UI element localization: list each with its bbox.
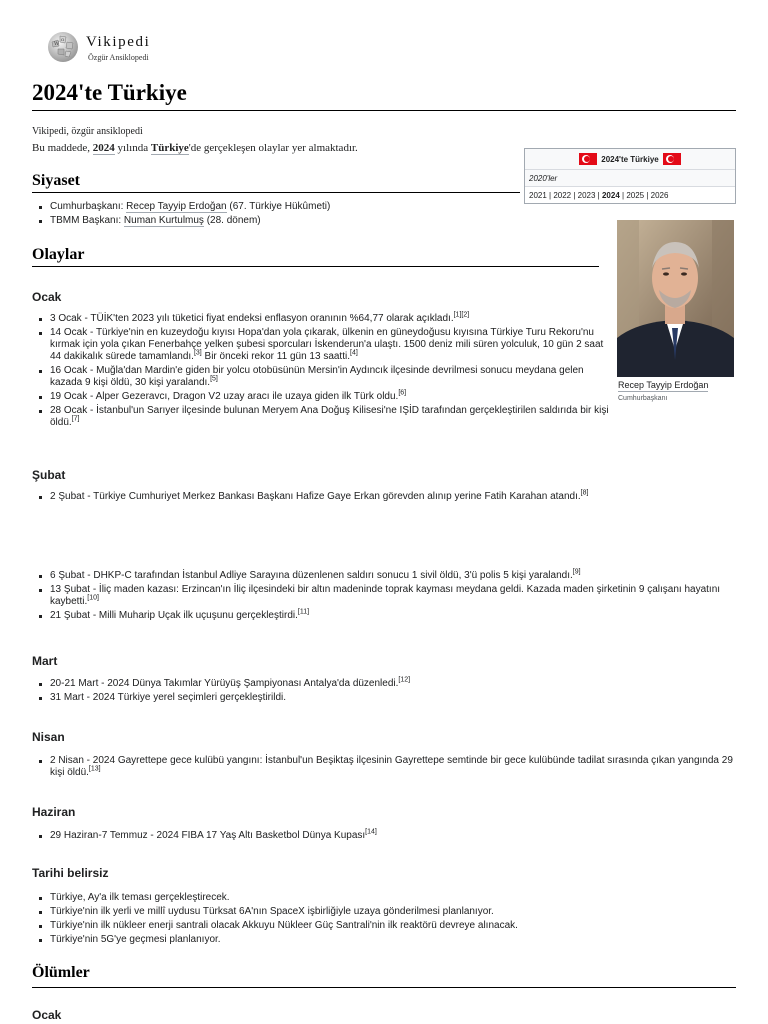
navbox-years-row: 2021 | 2022 | 2023 | 2024 | 2025 | 2026 [525, 186, 735, 203]
list-item[interactable]: 28 Ocak - İstanbul'un Sarıyer ilçesinde bulunan Meryem Ana Doğuş Kilisesi'ne IŞİD tarafından gerçekleştirilen saldırıda bir kişi öldü.[7] [32, 405, 610, 429]
list-item[interactable]: 21 Şubat - Milli Muharip Uçak ilk uçuşunu gerçekleştirdi.[11] [32, 610, 736, 622]
list-item: TBMM Başkanı: Numan Kurtulmuş (28. dönem) [32, 215, 512, 227]
year-link-2026[interactable]: 2026 [650, 190, 669, 200]
navbox-decade[interactable]: 2020'ler [529, 173, 558, 183]
year-link-2023[interactable]: 2023 [577, 190, 596, 200]
logo-wordmark: Vikipedi [86, 34, 151, 50]
siyaset-divider [32, 192, 520, 193]
wikipedia-globe-icon [46, 30, 80, 64]
wikipedia-logo[interactable] [46, 30, 166, 66]
turkish-flag-icon [663, 153, 681, 165]
list-item[interactable]: 29 Haziran-7 Temmuz - 2024 FIBA 17 Yaş Altı Basketbol Dünya Kupası[14] [32, 830, 736, 842]
mart-events-list [32, 678, 736, 706]
year-link-2021[interactable]: 2021 [529, 190, 547, 200]
section-heading-siyaset: Siyaset [32, 172, 80, 189]
list-item[interactable]: Türkiye, Ay'a ilk teması gerçekleştirecek. [32, 892, 736, 904]
olumler-divider [32, 987, 736, 988]
list-item[interactable]: Türkiye'nin ilk yerli ve millî uydusu Türksat 6A'nın SpaceX işbirliğiyle uzaya gönderilmesi planlanıyor. [32, 906, 736, 918]
navbox-header [525, 149, 735, 169]
site-tagline: Vikipedi, özgür ansiklopedi [32, 126, 143, 137]
link-kurtulmus[interactable]: Numan Kurtulmuş [123, 215, 204, 226]
list-item[interactable]: 2 Nisan - 2024 Gayrettepe gece kulübü yangını: İstanbul'un Beşiktaş ilçesinin Gayrettepe semtinde bir gece kulübünde tadilat sırasında çıkan yangında 29 kişi öldü.[13] [32, 755, 736, 779]
subheading-haziran: Haziran [32, 805, 76, 819]
year-current-2024: 2024 [601, 190, 620, 200]
subheading-tarihi-belirsiz: Tarihi belirsiz [32, 866, 109, 880]
haziran-events-list [32, 830, 736, 844]
list-item[interactable]: 19 Ocak - Alper Gezeravcı, Dragon V2 uzay aracı ile uzaya giden ilk Türk oldu.[6] [32, 391, 610, 403]
navbox-decade-row [525, 169, 735, 186]
ocak-events-list [32, 313, 610, 431]
navbox-title: 2024'te Türkiye [601, 154, 659, 164]
list-item[interactable]: 13 Şubat - İliç maden kazası: Erzincan'ın İliç ilçesindeki bir altın madeninde toprak kayması meydana geldi. Kazada maden şirketinin 9 çalışanı hayatını kaybetti.[10] [32, 584, 736, 608]
svg-text:W: W [54, 41, 60, 47]
section-heading-olaylar: Olaylar [32, 246, 85, 263]
portrait-image [617, 220, 734, 377]
list-item[interactable]: 2 Şubat - Türkiye Cumhuriyet Merkez Bankası Başkanı Hafize Gaye Erkan görevden alınıp yerine Fatih Karahan atandı.[8] [32, 491, 736, 503]
list-item[interactable]: 20-21 Mart - 2024 Dünya Takımlar Yürüyüş Şampiyonası Antalya'da düzenledi.[12] [32, 678, 736, 690]
caption-role: Cumhurbaşkanı [618, 395, 668, 402]
link-turkiye[interactable]: Türkiye [150, 142, 189, 154]
turkish-flag-icon [579, 153, 597, 165]
title-divider [32, 110, 736, 111]
page-title: 2024'te Türkiye [32, 80, 187, 105]
logo-tagline: Özgür Ansiklopedi [88, 53, 149, 62]
list-item[interactable]: 16 Ocak - Muğla'dan Mardin'e giden bir yolcu otobüsünün Mersin'in Aydıncık ilçesinde devrilmesi sonucu meydana gelen kazada 9 kişi öldü, 30 kişi yaralandı.[5] [32, 365, 610, 389]
year-link-2025[interactable]: 2025 [626, 190, 645, 200]
subat-events-list-a [32, 491, 736, 505]
list-item[interactable]: 31 Mart - 2024 Türkiye yerel seçimleri gerçekleştirildi. [32, 692, 736, 704]
belirsiz-events-list [32, 892, 736, 948]
link-erdogan[interactable]: Recep Tayyip Erdoğan [126, 201, 227, 212]
list-item[interactable]: Türkiye'nin 5G'ye geçmesi planlanıyor. [32, 934, 736, 946]
caption-name-link[interactable]: Recep Tayyip Erdoğan [618, 380, 709, 390]
olaylar-divider [32, 266, 599, 267]
subheading-olumler-ocak: Ocak [32, 1008, 62, 1022]
subheading-ocak: Ocak [32, 290, 62, 304]
subheading-nisan: Nisan [32, 730, 65, 744]
link-2024[interactable]: 2024 [92, 142, 115, 154]
subheading-subat: Şubat [32, 468, 66, 482]
svg-text:Ω: Ω [61, 37, 65, 42]
list-item[interactable]: Türkiye'nin ilk nükleer enerji santrali olacak Akkuyu Nükleer Güç Santrali'nin ilk reaktörü devreye alınacak. [32, 920, 736, 932]
subheading-mart: Mart [32, 654, 58, 668]
intro-paragraph: Bu maddede, 2024 yılında Türkiye'de gerçekleşen olaylar yer almaktadır. [32, 142, 358, 154]
section-heading-olumler: Ölümler [32, 964, 90, 981]
list-item: Cumhurbaşkanı: Recep Tayyip Erdoğan (67. Türkiye Hükûmeti) [32, 201, 512, 213]
erdogan-photo[interactable] [617, 220, 734, 377]
subat-events-list-b [32, 570, 736, 624]
nisan-events-list [32, 755, 736, 781]
year-navbox [524, 148, 736, 204]
list-item[interactable]: 6 Şubat - DHKP-C tarafından İstanbul Adliye Sarayına düzenlenen saldırı sonucu 1 sivil öldü, 3'ü polis 5 kişi yaralandı.[9] [32, 570, 736, 582]
siyaset-list [32, 201, 512, 229]
list-item[interactable]: 14 Ocak - Türkiye'nin en kuzeydoğu kıyısı Hopa'dan yola çıkarak, ülkenin en güneydoğusu kıyısına Türkiye Turu Rekoru'nu kırmak için yola çıkan Fenerbahçe yelken şubesi sporcuları İskenderun'a ulaştı. 1500 deniz mili süren yolculuk, 10 gün 2 saat 44 dakikalık sürede tamamlandı.[3] Bir önceki rekor 11 gün 13 saatti.[4] [32, 327, 610, 363]
photo-caption [618, 380, 708, 404]
list-item[interactable]: 3 Ocak - TÜİK'ten 2023 yılı tüketici fiyat endeksi enflasyon oranının %64,77 olarak açıkladı.[1][2] [32, 313, 610, 325]
year-link-2022[interactable]: 2022 [553, 190, 572, 200]
